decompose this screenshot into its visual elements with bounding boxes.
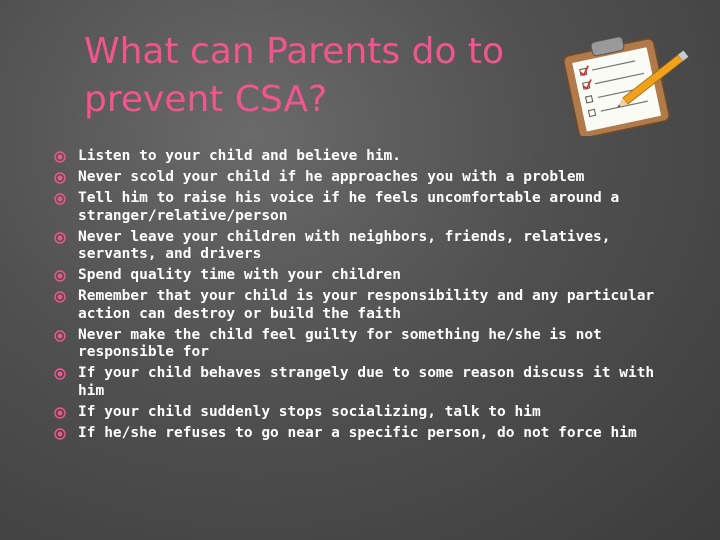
bullet-text: Never leave your children with neighbors, friends, relatives, servants, and drivers xyxy=(78,228,611,262)
clipboard-icon xyxy=(548,28,696,136)
bullet-icon xyxy=(54,368,66,380)
bullet-text: If your child suddenly stops socializing, talk to him xyxy=(78,403,541,420)
bullet-text: Remember that your child is your responsibility and any particular action can destroy or build the faith xyxy=(78,288,655,322)
bullet-icon xyxy=(54,172,66,184)
bullet-text: If he/she refuses to go near a specific person, do not force him xyxy=(78,424,637,441)
bullet-icon xyxy=(54,232,66,244)
slide-title-line-2: prevent CSA? xyxy=(84,79,328,120)
list-item xyxy=(52,190,672,225)
bullet-icon xyxy=(54,270,66,282)
bullet-text: Never make the child feel guilty for something he/she is not responsible for xyxy=(78,326,602,360)
list-item xyxy=(52,169,672,187)
bullet-text: Tell him to raise his voice if he feels uncomfortable around a stranger/relative/person xyxy=(78,190,620,224)
list-item xyxy=(52,404,672,422)
bullet-text: Never scold your child if he approaches you with a problem xyxy=(78,169,585,185)
bullet-icon xyxy=(54,151,66,163)
list-item xyxy=(52,425,672,443)
bullet-icon xyxy=(54,291,66,303)
bullet-icon xyxy=(54,193,66,205)
list-item xyxy=(52,267,672,285)
bullet-list xyxy=(52,148,672,446)
bullet-icon xyxy=(54,407,66,419)
list-item xyxy=(52,288,672,323)
bullet-icon xyxy=(54,428,66,440)
list-item xyxy=(52,148,672,166)
list-item xyxy=(52,229,672,264)
bullet-icon xyxy=(54,330,66,342)
bullet-text: Listen to your child and believe him. xyxy=(78,148,402,164)
slide-title-line-1: What can Parents do to xyxy=(84,31,505,72)
list-item xyxy=(52,365,672,400)
slide-title xyxy=(84,28,554,124)
list-item xyxy=(52,327,672,362)
bullet-text: If your child behaves strangely due to some reason discuss it with him xyxy=(78,365,655,399)
bullet-text: Spend quality time with your children xyxy=(78,267,402,283)
